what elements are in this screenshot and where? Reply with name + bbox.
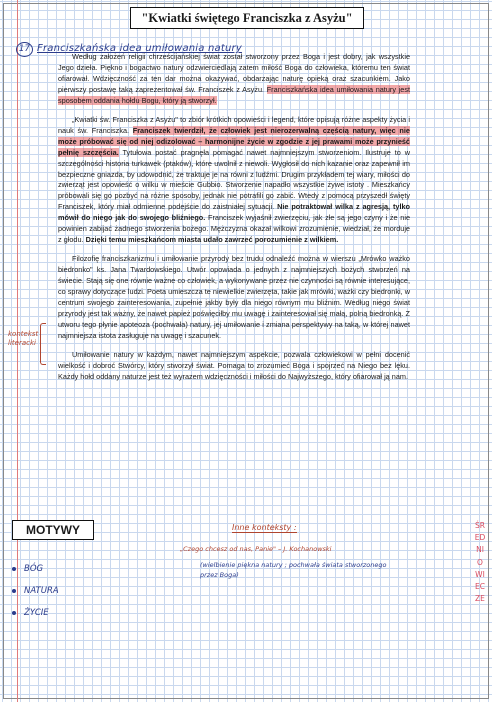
other-contexts-quote: „Czego chcesz od nas, Panie" – J. Kochanowski xyxy=(180,545,332,553)
paragraph-text: Tytułowa postać pragnęła pomagać nawet najmniejszym stworzeniom. Ilustruje to w szczególności historia turkawek (ptaków), które uwolnił z niewoli. Wygłosił do nich kazanie oraz zapewnił im bezpieczne gniazda, by udowodnić, że traktuje je na równi z ludźmi. Drugim przykładem tej wiary, miłości do zwierząt jest opowieść o wilku w mieście Gubbio. Stworzenie napadło wszystkie żywe istoty . Mieszkańcy próbowali się go pozbyć na różne sposoby, jednak nie potrafili go zabić. Wtedy z pomocą przyszedł święty Franciszek, który miał odmienne podejście do zaistniałej sytuacji. xyxy=(58,147,410,212)
topic-text: Franciszkańska idea umiłowania natury xyxy=(37,43,242,54)
highlighted-text: Franciszek twierdził, że człowiek jest nierozerwalną częścią natury, więc nie może próbować się od niej odizolować – harmonijne życie w zgodzie z jej prawami może przynieść pełnię szczęścia. xyxy=(58,125,410,157)
paragraph-text: Według założeń religii chrześcijańskiej świat został stworzony przez Boga i jest dobry, jak wszystkie Jego dzieła. Piękno i bogactwo natury odzwierciedlają zatem miłość Boga do człowieka, któremu ten świat ofiarował. Wdzięczność za ten dar można okazywać, obdarzając naturę opieką oraz szacunkiem. Jako pierwszy postawę taką zaprezentował św. Franciszek z Asyżu. xyxy=(58,52,410,94)
page-title xyxy=(130,7,364,29)
side-note: kontekst literacki xyxy=(8,330,39,347)
highlighted-text: Dzięki temu mieszkańcom miasta udało zawrzeć porozumienie z wilkiem. xyxy=(85,235,339,245)
essay-body xyxy=(58,52,410,391)
paragraph-text: Umiłowanie natury w każdym, nawet najmniejszym aspekcie, pozwala człowiekowi w pełni docenić wielkość i dobroć Stwórcy, który stworzył świat. Pomaga to zrozumieć Boga i spojrzeć na Niego bez lęku. Każdy hołd oddany naturze jest też wyrazem wdzięczności i miłości do Najwyższego, który ofiarował ją nam. xyxy=(58,349,410,381)
motif-item xyxy=(12,558,59,580)
motifs-list xyxy=(12,558,59,624)
paragraph-text: Franciszek wyjaśnił zwierzęciu, jak złe są jego czyny i że nie powinien zabijać żadnego stworzenia bożego. Mężczyzna okazał wilkowi zrozumienie, wiedział, że morduje z głodu. xyxy=(58,213,411,245)
highlighted-text: Nie potraktował wilka z agresją, tylko mówił do niego jak do swojego bliźniego. xyxy=(58,202,411,223)
bullet-icon xyxy=(12,611,16,615)
motifs-header-text: MOTYWY xyxy=(26,523,80,537)
paragraph-text: „Kwiatki św. Franciszka z Asyżu" to zbiór krótkich opowieści i legend, które opisują różne aspekty życia i nauk św. Franciszka. xyxy=(58,114,410,135)
paragraph-text: Filozofię franciszkanizmu i umiłowanie przyrody bez trudu odnaleźć można w wierszu „Mrówko ważko biedronko" ks. Jana Twardowskiego. Utwór opowiada o jednych z najmniejszych bożych stworzeń na świecie. Stają się one równie ważne co człowiek, a wykonywane przez nie czynności są równie interesujące, co sprawy dotyczące ludzi. Poeta umieszcza te niewielkie zwierzęta, takie jak mrówki, ważki czy biedronki, w centrum swojego zainteresowania, zupełnie jakby były dla niego równym mu bliźnim. Według niego świat przyrody jest tak ważny, że nawet papież poświęciłby mu uwagę i zainteresował się małą, polną biedronką. Z utworu tego płynie apoteoza (pochwała) natury, jej umiłowanie i zmiana perspektywy na taką, w której nawet najmniejsza istota zasługuje na uwagę i szacunek. xyxy=(58,254,410,340)
topic-number: 17 xyxy=(16,42,33,57)
essay-paragraph xyxy=(58,52,410,107)
essay-paragraph xyxy=(58,254,410,342)
motif-item xyxy=(12,602,59,624)
motif-label: BÓG xyxy=(24,564,44,574)
era-label: ŚREDNIOWIECZE xyxy=(474,521,486,604)
bullet-icon xyxy=(12,589,16,593)
essay-paragraph xyxy=(58,115,410,246)
motif-label: ŻYCIE xyxy=(24,608,49,618)
motifs-header xyxy=(12,520,94,540)
motif-item xyxy=(12,580,59,602)
other-contexts-title: Inne konteksty : xyxy=(232,523,297,532)
essay-paragraph xyxy=(58,350,410,383)
page-title-text: "Kwiatki świętego Franciszka z Asyżu" xyxy=(141,10,353,25)
other-contexts-note: (wielbienie piękna natury ; pochwała świata stworzonego przez Boga) xyxy=(200,561,387,579)
bullet-icon xyxy=(12,567,16,571)
highlighted-text: Franciszkańska idea umiłowania natury jest sposobem oddania hołdu Bogu, który ją stworzył. xyxy=(58,84,410,105)
motif-label: NATURA xyxy=(24,586,59,596)
